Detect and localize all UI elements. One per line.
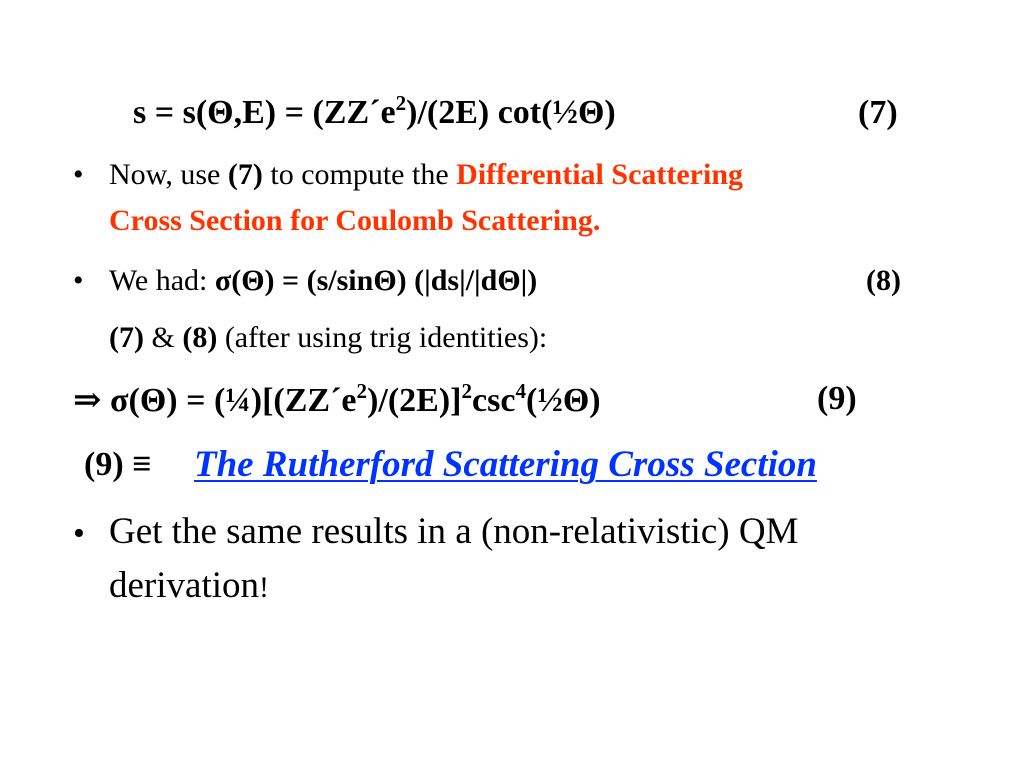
eq9-sup-1: 2 [356, 378, 368, 403]
equation-9 [73, 380, 601, 420]
bullet-3-text: derivation [109, 565, 260, 606]
equation-7-number: (7) [858, 94, 898, 131]
eq7-sup: 2 [395, 90, 407, 115]
eq7-mid: )/(2E) cot(½Θ) [406, 94, 616, 131]
eq9-part-4: (½Θ) [526, 382, 601, 419]
equation-7 [133, 90, 616, 132]
bullet-2-marker: • [73, 264, 84, 297]
bullet-3-line-2 [109, 564, 269, 607]
rutherford-label: (9) ≡ [84, 446, 152, 483]
bullet-1-ref-7: (7) [227, 158, 263, 191]
equation-9-number: (9) [817, 380, 857, 417]
exclamation: ! [259, 571, 270, 604]
bullet-2-equation: σ(Θ) = (s/sinΘ) (|ds|/|dΘ|) [214, 264, 538, 297]
bullet-2-line [109, 264, 537, 298]
bullet-1-highlight-1: Differential Scattering [456, 158, 744, 191]
implies-icon: ⇒ [73, 382, 102, 419]
ref-7: (7) [109, 321, 144, 354]
equation-8-number: (8) [866, 264, 901, 297]
bullet-1-marker: • [73, 158, 84, 191]
eq9-part-1: σ(Θ) = (¼)[(ZZ´e [101, 382, 357, 419]
bullet-3-marker: • [73, 515, 85, 552]
ref-8: (8) [182, 321, 218, 354]
eq7-lhs: s = s(Θ,E) = (ZZ´e [133, 94, 396, 131]
bullet-1-line-1 [109, 158, 743, 192]
eq9-part-2: )/(2E)] [367, 382, 462, 419]
identities-text: (after using trig identities): [217, 321, 548, 354]
eq9-part-3: csc [472, 382, 516, 419]
bullet-1-highlight-2: Cross Section for Coulomb Scattering. [109, 204, 601, 237]
ampersand: & [143, 321, 183, 354]
rutherford-link[interactable]: The Rutherford Scattering Cross Section [194, 444, 817, 485]
bullet-3-line-1: Get the same results in a (non-relativistic) QM [109, 511, 799, 552]
bullet-2-text: We had: [109, 264, 215, 297]
bullet-1-text: Now, use [109, 158, 228, 191]
eq9-sup-3: 4 [515, 378, 527, 403]
bullet-1-text-2: to compute the [262, 158, 457, 191]
eq9-sup-2: 2 [461, 378, 473, 403]
identities-line [109, 321, 547, 355]
